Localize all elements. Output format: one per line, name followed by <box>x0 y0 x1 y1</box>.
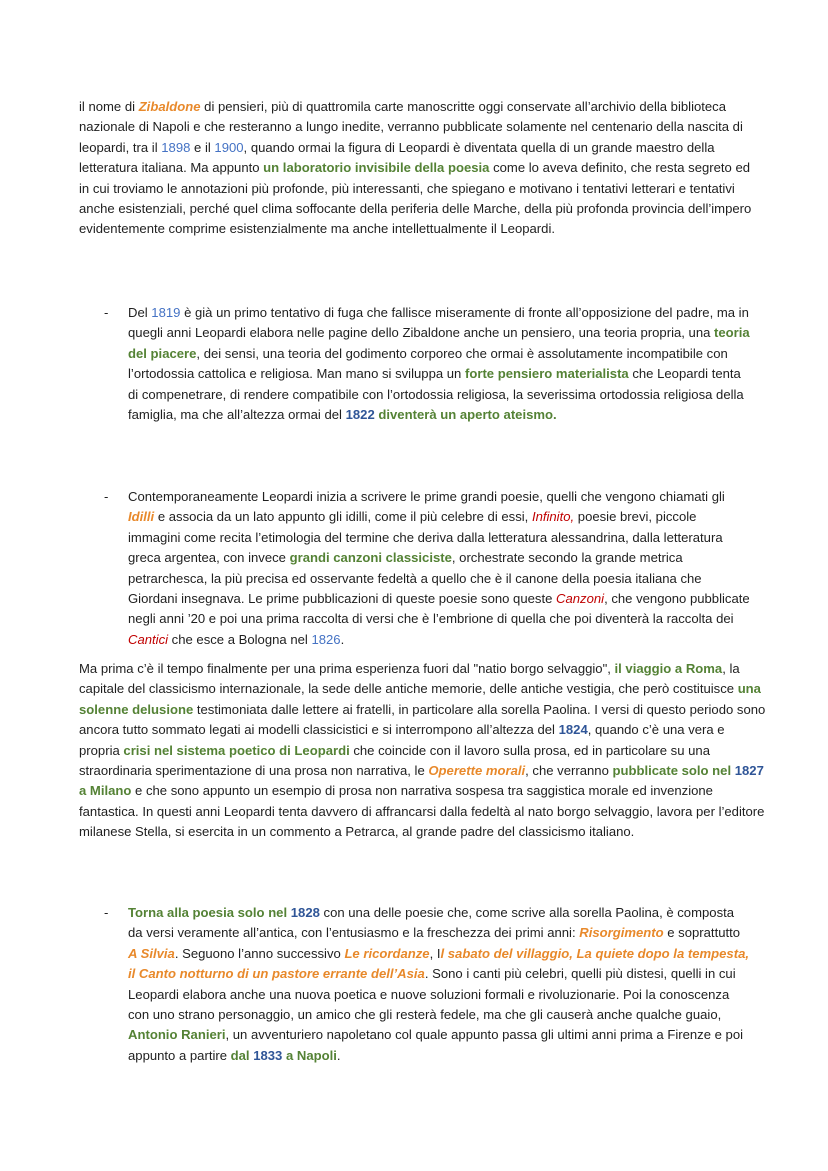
work-risorgimento: Risorgimento <box>579 925 664 941</box>
year-1900: 1900 <box>214 139 244 155</box>
work-grandi-idilli: l sabato del villaggio, La quiete dopo la tempesta, il Canto notturno di un pastore errante dell’Asia <box>128 945 749 982</box>
year-1824: 1824 <box>558 722 588 738</box>
highlight-pensiero-materialista: forte pensiero materialista <box>464 366 629 382</box>
year-1898: 1898 <box>161 139 191 155</box>
highlight-laboratorio: un laboratorio invisibile della poesia <box>263 160 490 176</box>
paragraph-viaggio-roma: Ma prima c’è il tempo finalmente per una prima esperienza fuori dal "natio borgo selvaggio", il viaggio a Roma, la capitale del classicismo internazionale, la sede delle antiche memorie, delle antiche vestigia, che però costituisce una solenne delusione testimoniata dalle lettere ai fratelli, in particolare alla sorella Paolina. I versi di questo periodo sono ancora tutto sommato legati ai modelli classicistici e si interrompono all’altezza del 1824, quando c’è una vera e propria crisi nel sistema poetico di Leopardi che coincide con il lavoro sulla prosa, ed in particolare su una straordinaria sperimentazione di una prosa non narrativa, le Operette morali, che verranno pubblicate solo nel 1827 a Milano e che sono appunto un esempio di prosa non narrativa sospesa tra saggistica morale ed invenzione fantastica. In questi anni Leopardi tenta davvero di affrancarsi dalla fedeltà al nato borgo selvaggio, lavora per l’editore milanese Stella, si esercita in un commento a Petrarca, al grande padre del classicismo italiano. <box>79 661 766 840</box>
bullet-dash: - <box>104 489 109 504</box>
work-a-silvia: A Silvia <box>128 945 175 961</box>
highlight-teoria-piacere: teoria del piacere <box>128 325 750 361</box>
highlight-milano: a Milano <box>79 783 132 799</box>
highlight-pubblicate: pubblicate solo nel <box>612 763 732 779</box>
year-1819: 1819 <box>151 305 181 320</box>
list-item-torna-poesia <box>104 903 752 1066</box>
highlight-delusione: una solenne delusione <box>79 681 761 717</box>
highlight-viaggio-roma: il viaggio a Roma <box>614 661 723 676</box>
work-infinito: Infinito, <box>531 509 575 525</box>
highlight-antonio-ranieri: Antonio Ranieri <box>128 1027 226 1043</box>
year-1822: 1822 <box>345 407 375 423</box>
year-1826: 1826 <box>311 631 341 647</box>
year-1828: 1828 <box>290 905 320 920</box>
bullet-dash: - <box>104 905 109 920</box>
list-item-teoria-piacere <box>104 303 752 425</box>
highlight-torna-poesia: Torna alla poesia solo nel <box>128 905 288 920</box>
bullet-dash: - <box>104 305 109 320</box>
highlight-dal: dal <box>230 1047 250 1063</box>
year-1827: 1827 <box>734 763 764 779</box>
highlight-crisi: crisi nel sistema poetico di Leopardi <box>123 742 350 758</box>
list-item-text: Torna alla poesia solo nel 1828 con una delle poesie che, come scrive alla sorella Paolina, è composta da versi veramente all’antica, con l’entusiasmo e la freschezza dei primi anni: Risorgimento e soprattutto A Silvia. Seguono l’anno successivo Le ricordanze, Il sabato del villaggio, La quiete dopo la tempesta, il Canto notturno di un pastore errante dell’Asia. Sono i canti più celebri, quelli più distesi, quelli in cui Leopardi elabora anche una nuova poetica e nuove soluzioni formali e rivoluzionarie. Poi la conoscenza con uno strano personaggio, un amico che gli resterà fedele, ma che gli causerà anche qualche guaio, Antonio Ranieri, un avventuriero napoletano col quale appunto passa gli ultimi anni prima a Firenze e poi appunto a partire dal 1833 a Napoli. <box>128 905 749 1063</box>
highlight-napoli: a Napoli <box>282 1047 337 1063</box>
work-canzoni: Canzoni <box>556 591 605 607</box>
work-idilli: Idilli <box>128 509 155 525</box>
highlight-canzoni-classiciste: grandi canzoni classiciste <box>289 550 452 566</box>
list-item-text: Del 1819 è già un primo tentativo di fuga che fallisce miseramente di fronte all’opposizione del padre, ma in quegli anni Leopardi elabora nelle pagine dello Zibaldone anche un pensiero, una teoria propria, una teoria del piacere, dei sensi, una teoria del godimento corporeo che ormai è assolutamente incompatibile con l’ortodossia cattolica e religiosa. Man mano si sviluppa un forte pensiero materialista che Leopardi tenta di compenetrare, di rendere compatibile con l’ortodossia religiosa, la severissima ortodossia religiosa della famiglia, ma che all’altezza ormai del 1822 diventerà un aperto ateismo. <box>128 305 750 423</box>
work-cantici: Cantici <box>128 631 169 647</box>
zibaldone-title: Zibaldone <box>138 99 201 114</box>
highlight-ateismo: diventerà un aperto ateismo. <box>374 407 557 423</box>
list-item-idilli <box>104 487 752 650</box>
work-operette-morali: Operette morali <box>428 763 526 779</box>
list-item-text: Contemporaneamente Leopardi inizia a scrivere le prime grandi poesie, quelli che vengono chiamati gli Idilli e associa da un lato appunto gli idilli, come il più celebre di essi, Infinito, poesie brevi, piccole immagini come recita l’etimologia del termine che deriva dalla letteratura alessandrina, dalla letteratura greca argentea, con invece grandi canzoni classiciste, orchestrate secondo la grande metrica petrarchesca, la più precisa ed osservante fedeltà a quello che è il canone della poesia italiana che Giordani insegnava. Le prime pubblicazioni di queste poesie sono queste Canzoni, che vengono pubblicate negli anni ’20 e poi una prima raccolta di versi che è l’embrione di quella che poi diventerà la raccolta dei Cantici che esce a Bologna nel 1826. <box>128 489 750 647</box>
year-1833: 1833 <box>253 1047 283 1063</box>
paragraph-zibaldone: il nome di Zibaldone di pensieri, più di quattromila carte manoscritte oggi conservate all’archivio della biblioteca nazionale di Napoli e che resteranno a lungo inedite, verranno pubblicate solamente nel centenario della nascita di leopardi, tra il 1898 e il 1900, quando ormai la figura di Leopardi è diventata quella di un grande maestro della letteratura italiana. Ma appunto un laboratorio invisibile della poesia come lo aveva definito, che resta segreto ed in cui troviamo le annotazioni più profonde, più interessanti, che spiegano e motivano i tentativi letterari e tentativi anche esistenziali, perché quel clima soffocante della periferia delle Marche, della più profonda provincia dell’impero evidentemente comprime esistenzialmente ma anche intellettualmente il Leopardi. <box>79 99 752 237</box>
work-le-ricordanze: Le ricordanze <box>344 945 430 961</box>
